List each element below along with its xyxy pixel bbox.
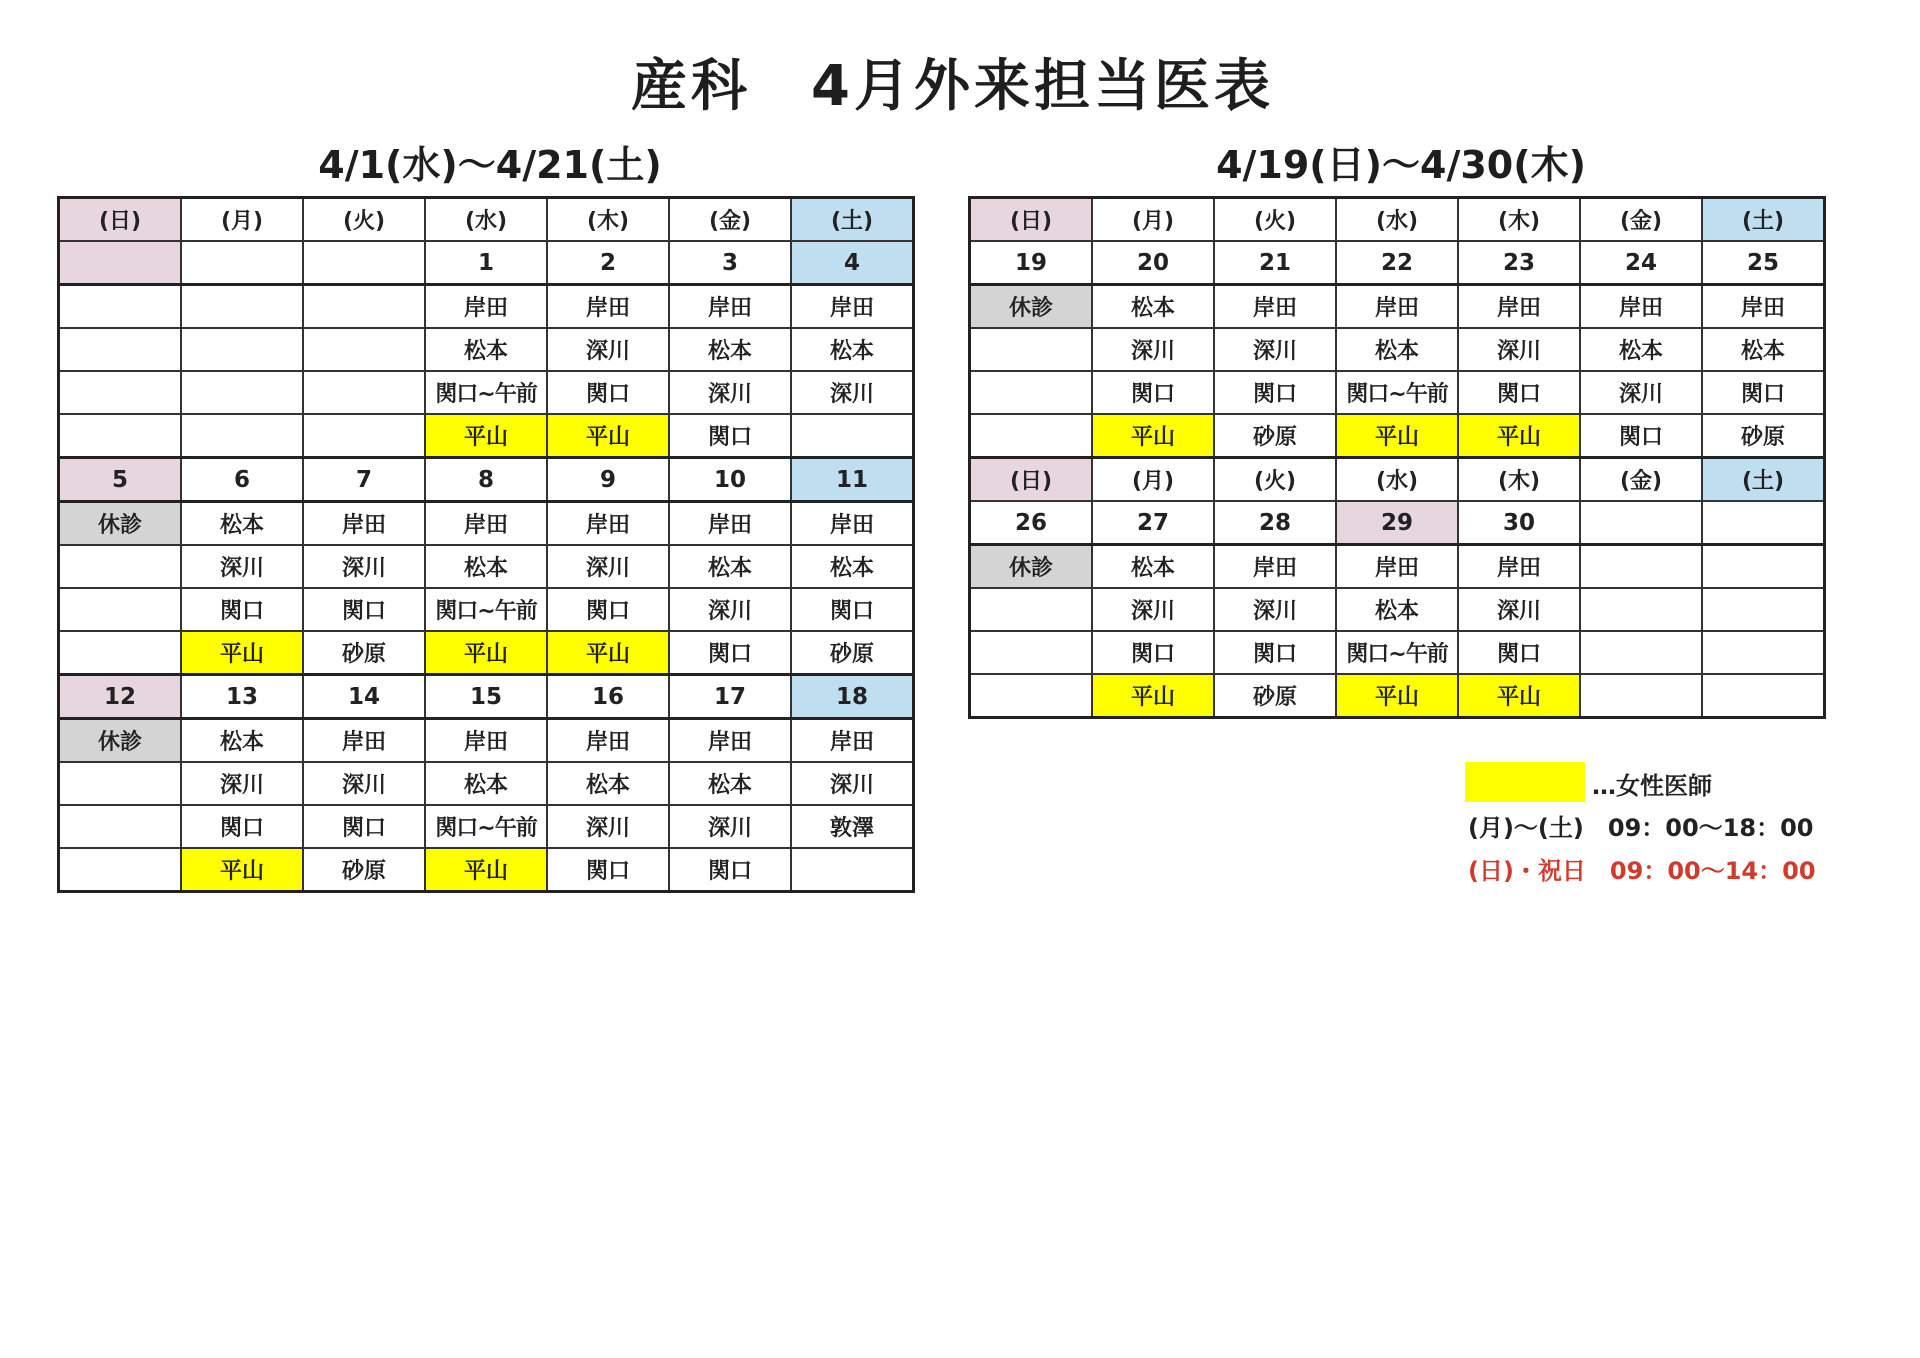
doctor-cell: 岸田 — [1458, 285, 1580, 329]
doctor-cell-female: 平山 — [1092, 674, 1214, 718]
doctor-cell: 岸田 — [1336, 285, 1458, 329]
date-cell — [181, 241, 303, 285]
doctor-cell: 岸田 — [425, 285, 547, 329]
doctor-cell: 松本 — [547, 762, 669, 805]
doctor-cell: 松本 — [1092, 545, 1214, 589]
left-period-title: 4/1(水)～4/21(土) — [318, 143, 662, 187]
doctor-cell: 深川 — [547, 545, 669, 588]
doctor-cell — [181, 285, 303, 329]
doctor-cell: 深川 — [303, 545, 425, 588]
doctor-cell: 松本 — [1092, 285, 1214, 329]
doctor-row — [970, 631, 1825, 674]
doctor-cell — [59, 631, 182, 675]
doctor-row — [59, 371, 914, 414]
weekday-header-sun: (日) — [970, 458, 1093, 502]
doctor-row — [970, 674, 1825, 718]
doctor-cell: 深川 — [791, 762, 914, 805]
doctor-cell: 松本 — [669, 762, 791, 805]
doctor-cell — [1702, 588, 1825, 631]
weekday-header-thu: (木) — [547, 198, 669, 242]
doctor-cell — [59, 414, 182, 458]
doctor-cell: 関口 — [547, 371, 669, 414]
female-doctor-legend-label: …女性医師 — [1592, 772, 1712, 800]
weekday-header-thu: (木) — [1458, 458, 1580, 502]
doctor-cell: 関口 — [1092, 371, 1214, 414]
doctor-cell: 関口~午前 — [1336, 371, 1458, 414]
doctor-cell: 深川 — [1458, 588, 1580, 631]
doctor-cell: 関口 — [669, 631, 791, 675]
doctor-cell — [59, 285, 182, 329]
doctor-cell — [303, 285, 425, 329]
doctor-cell: 深川 — [1580, 371, 1702, 414]
doctor-cell — [970, 414, 1093, 458]
doctor-cell: 関口 — [1214, 371, 1336, 414]
right-schedule-table — [968, 196, 1826, 719]
doctor-cell: 岸田 — [669, 502, 791, 546]
doctor-cell: 松本 — [425, 762, 547, 805]
doctor-cell: 深川 — [669, 371, 791, 414]
doctor-cell — [1580, 631, 1702, 674]
doctor-cell — [970, 328, 1093, 371]
weekday-hours-note: (月)～(土) 09：00～18：00 — [1468, 814, 1814, 842]
doctor-cell: 岸田 — [547, 502, 669, 546]
doctor-cell-female: 平山 — [547, 414, 669, 458]
doctor-cell — [303, 414, 425, 458]
weekday-header-wed: (水) — [1336, 198, 1458, 242]
doctor-cell — [59, 762, 182, 805]
doctor-cell: 深川 — [791, 371, 914, 414]
doctor-cell: 関口~午前 — [425, 805, 547, 848]
doctor-cell-female-holiday: 平山 — [1336, 674, 1458, 718]
doctor-cell: 松本 — [181, 719, 303, 763]
date-cell: 12 — [59, 675, 182, 719]
date-cell — [1702, 501, 1825, 545]
doctor-cell — [59, 848, 182, 892]
date-cell: 18 — [791, 675, 914, 719]
doctor-row — [59, 631, 914, 675]
doctor-cell: 敦澤 — [791, 805, 914, 848]
doctor-row — [59, 502, 914, 546]
doctor-cell: 関口 — [1458, 371, 1580, 414]
closed-cell: 休診 — [59, 502, 182, 546]
left-schedule-table — [57, 196, 915, 893]
doctor-cell: 砂原 — [303, 848, 425, 892]
doctor-cell: 深川 — [181, 762, 303, 805]
weekday-header-tue: (火) — [303, 198, 425, 242]
doctor-cell: 松本 — [425, 328, 547, 371]
doctor-cell: 関口 — [547, 588, 669, 631]
date-cell — [303, 241, 425, 285]
date-cell: 11 — [791, 458, 914, 502]
doctor-cell: 深川 — [1214, 588, 1336, 631]
doctor-cell: 深川 — [547, 328, 669, 371]
closed-cell: 休診 — [970, 285, 1093, 329]
date-cell-holiday: 29 — [1336, 501, 1458, 545]
doctor-row — [59, 328, 914, 371]
weekday-header-row — [970, 458, 1825, 502]
doctor-cell: 松本 — [669, 545, 791, 588]
weekday-header-wed: (水) — [425, 198, 547, 242]
doctor-cell — [1702, 545, 1825, 589]
weekday-header-mon: (月) — [181, 198, 303, 242]
right-period-title: 4/19(日)～4/30(木) — [1216, 143, 1586, 187]
doctor-row — [59, 848, 914, 892]
doctor-cell — [59, 545, 182, 588]
closed-cell: 休診 — [970, 545, 1093, 589]
doctor-cell: 関口 — [181, 805, 303, 848]
doctor-cell: 関口 — [1580, 414, 1702, 458]
doctor-cell — [59, 328, 182, 371]
doctor-cell: 深川 — [547, 805, 669, 848]
doctor-cell — [1580, 545, 1702, 589]
weekday-header-tue: (火) — [1214, 458, 1336, 502]
doctor-cell: 岸田 — [1214, 545, 1336, 589]
doctor-cell: 岸田 — [425, 719, 547, 763]
date-cell — [1580, 501, 1702, 545]
date-cell: 25 — [1702, 241, 1825, 285]
weekday-header-sun: (日) — [970, 198, 1093, 242]
doctor-cell: 関口 — [669, 848, 791, 892]
doctor-cell — [970, 588, 1093, 631]
doctor-cell: 松本 — [181, 502, 303, 546]
date-cell: 5 — [59, 458, 182, 502]
doctor-row — [59, 805, 914, 848]
page-title: 産科 4月外来担当医表 — [631, 54, 1274, 119]
doctor-cell: 岸田 — [303, 719, 425, 763]
doctor-cell: 岸田 — [547, 719, 669, 763]
date-cell: 6 — [181, 458, 303, 502]
doctor-cell: 松本 — [425, 545, 547, 588]
doctor-cell — [303, 328, 425, 371]
doctor-row — [970, 285, 1825, 329]
doctor-cell: 深川 — [669, 588, 791, 631]
doctor-cell: 松本 — [1702, 328, 1825, 371]
date-cell: 16 — [547, 675, 669, 719]
weekday-header-fri: (金) — [669, 198, 791, 242]
date-cell: 19 — [970, 241, 1093, 285]
doctor-cell: 深川 — [1092, 328, 1214, 371]
date-cell: 20 — [1092, 241, 1214, 285]
doctor-cell: 岸田 — [1702, 285, 1825, 329]
doctor-cell — [303, 371, 425, 414]
date-cell: 3 — [669, 241, 791, 285]
date-cell: 14 — [303, 675, 425, 719]
doctor-cell — [1580, 588, 1702, 631]
doctor-cell: 松本 — [1336, 328, 1458, 371]
doctor-cell: 深川 — [1214, 328, 1336, 371]
doctor-cell: 松本 — [1580, 328, 1702, 371]
doctor-row — [970, 588, 1825, 631]
date-cell: 1 — [425, 241, 547, 285]
doctor-cell — [970, 674, 1093, 718]
doctor-cell: 岸田 — [669, 285, 791, 329]
date-cell: 30 — [1458, 501, 1580, 545]
doctor-cell: 深川 — [181, 545, 303, 588]
doctor-cell: 砂原 — [791, 631, 914, 675]
doctor-cell — [791, 848, 914, 892]
date-cell: 7 — [303, 458, 425, 502]
doctor-row — [970, 328, 1825, 371]
doctor-cell — [1702, 674, 1825, 718]
doctor-cell — [970, 631, 1093, 674]
doctor-cell: 松本 — [669, 328, 791, 371]
doctor-cell-female: 平山 — [181, 848, 303, 892]
weekday-header-thu: (木) — [1458, 198, 1580, 242]
doctor-cell — [970, 371, 1093, 414]
doctor-cell: 関口 — [1214, 631, 1336, 674]
doctor-cell-female: 平山 — [425, 631, 547, 675]
date-cell: 23 — [1458, 241, 1580, 285]
doctor-row — [59, 414, 914, 458]
doctor-cell — [1702, 631, 1825, 674]
doctor-cell: 岸田 — [1580, 285, 1702, 329]
doctor-cell: 松本 — [791, 328, 914, 371]
date-cell: 28 — [1214, 501, 1336, 545]
doctor-row — [59, 588, 914, 631]
doctor-cell: 砂原 — [1214, 414, 1336, 458]
doctor-cell — [59, 371, 182, 414]
doctor-cell: 岸田 — [1458, 545, 1580, 589]
date-row — [59, 675, 914, 719]
date-cell: 27 — [1092, 501, 1214, 545]
doctor-cell-female: 平山 — [1092, 414, 1214, 458]
doctor-cell-female: 平山 — [1458, 674, 1580, 718]
doctor-cell: 深川 — [1458, 328, 1580, 371]
doctor-cell-female: 平山 — [1458, 414, 1580, 458]
doctor-cell-holiday: 関口~午前 — [1336, 631, 1458, 674]
doctor-cell: 関口 — [1702, 371, 1825, 414]
doctor-cell: 松本 — [791, 545, 914, 588]
doctor-row — [970, 371, 1825, 414]
date-cell: 26 — [970, 501, 1093, 545]
doctor-cell: 関口~午前 — [425, 588, 547, 631]
date-row — [970, 501, 1825, 545]
weekday-header-fri: (金) — [1580, 458, 1702, 502]
doctor-row — [59, 719, 914, 763]
doctor-cell — [181, 414, 303, 458]
doctor-cell: 砂原 — [303, 631, 425, 675]
doctor-cell: 岸田 — [1214, 285, 1336, 329]
sunday-hours-note: (日)・祝日 09：00～14：00 — [1468, 857, 1816, 885]
weekday-header-mon: (月) — [1092, 198, 1214, 242]
date-row — [970, 241, 1825, 285]
doctor-cell: 岸田 — [547, 285, 669, 329]
weekday-header-row — [970, 198, 1825, 242]
doctor-cell: 岸田 — [791, 502, 914, 546]
doctor-cell-female: 平山 — [1336, 414, 1458, 458]
doctor-row — [970, 414, 1825, 458]
doctor-row — [59, 285, 914, 329]
doctor-cell: 深川 — [669, 805, 791, 848]
doctor-cell — [59, 588, 182, 631]
doctor-cell-holiday: 岸田 — [1336, 545, 1458, 589]
doctor-cell: 関口 — [791, 588, 914, 631]
doctor-cell: 関口~午前 — [425, 371, 547, 414]
doctor-cell-female: 平山 — [181, 631, 303, 675]
date-cell: 2 — [547, 241, 669, 285]
doctor-cell-female: 平山 — [425, 848, 547, 892]
doctor-cell: 関口 — [303, 588, 425, 631]
date-cell: 10 — [669, 458, 791, 502]
weekday-header-mon: (月) — [1092, 458, 1214, 502]
doctor-cell: 岸田 — [791, 719, 914, 763]
doctor-cell: 深川 — [303, 762, 425, 805]
doctor-cell: 関口 — [1092, 631, 1214, 674]
female-doctor-legend-swatch — [1465, 762, 1585, 802]
weekday-header-tue: (火) — [1214, 198, 1336, 242]
weekday-header-fri: (金) — [1580, 198, 1702, 242]
doctor-cell: 砂原 — [1214, 674, 1336, 718]
doctor-cell — [181, 328, 303, 371]
doctor-cell — [1580, 674, 1702, 718]
doctor-cell: 関口 — [547, 848, 669, 892]
date-cell: 22 — [1336, 241, 1458, 285]
doctor-cell: 岸田 — [791, 285, 914, 329]
doctor-cell: 関口 — [1458, 631, 1580, 674]
doctor-cell-female: 平山 — [425, 414, 547, 458]
date-cell — [59, 241, 182, 285]
weekday-header-sun: (日) — [59, 198, 182, 242]
doctor-cell: 岸田 — [425, 502, 547, 546]
doctor-cell: 岸田 — [303, 502, 425, 546]
date-cell: 8 — [425, 458, 547, 502]
doctor-row — [59, 762, 914, 805]
doctor-cell: 深川 — [1092, 588, 1214, 631]
date-cell: 9 — [547, 458, 669, 502]
doctor-cell-female: 平山 — [547, 631, 669, 675]
weekday-header-wed: (水) — [1336, 458, 1458, 502]
doctor-cell: 関口 — [181, 588, 303, 631]
date-cell: 24 — [1580, 241, 1702, 285]
date-cell: 13 — [181, 675, 303, 719]
doctor-row — [59, 545, 914, 588]
closed-cell: 休診 — [59, 719, 182, 763]
doctor-cell — [181, 371, 303, 414]
doctor-cell: 関口 — [303, 805, 425, 848]
doctor-cell-holiday: 松本 — [1336, 588, 1458, 631]
date-row — [59, 458, 914, 502]
doctor-cell: 砂原 — [1702, 414, 1825, 458]
date-cell: 4 — [791, 241, 914, 285]
date-cell: 15 — [425, 675, 547, 719]
date-cell: 17 — [669, 675, 791, 719]
weekday-header-sat: (土) — [791, 198, 914, 242]
doctor-row — [970, 545, 1825, 589]
doctor-cell — [59, 805, 182, 848]
weekday-header-sat: (土) — [1702, 458, 1825, 502]
doctor-cell: 関口 — [669, 414, 791, 458]
doctor-cell — [791, 414, 914, 458]
weekday-header-row — [59, 198, 914, 242]
doctor-cell: 岸田 — [669, 719, 791, 763]
date-cell: 21 — [1214, 241, 1336, 285]
weekday-header-sat: (土) — [1702, 198, 1825, 242]
date-row — [59, 241, 914, 285]
